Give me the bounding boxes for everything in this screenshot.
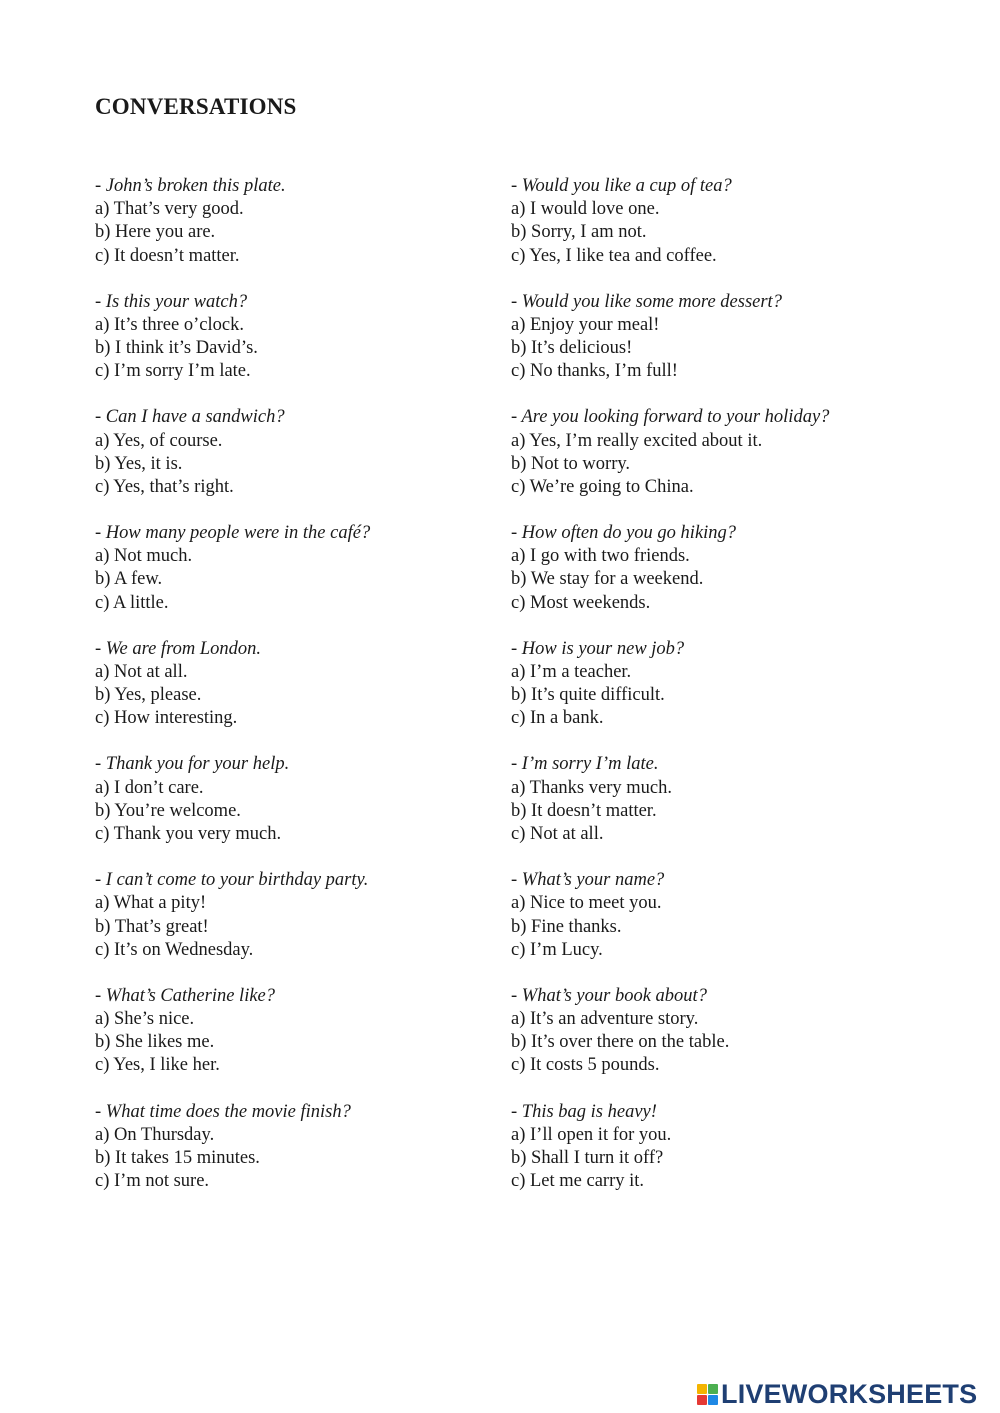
- answer-option[interactable]: c) No thanks, I’m full!: [511, 361, 678, 382]
- question-prompt: - Thank you for your help.: [95, 754, 290, 775]
- question-block: [95, 522, 515, 638]
- answer-option[interactable]: a) I’m a teacher.: [511, 661, 632, 682]
- answer-option[interactable]: b) I think it’s David’s.: [95, 338, 258, 359]
- question-block: [511, 522, 931, 638]
- answer-option[interactable]: a) She’s nice.: [95, 1009, 195, 1030]
- question-block: [511, 638, 931, 754]
- question-block: [511, 985, 931, 1101]
- answer-option[interactable]: b) That’s great!: [95, 916, 209, 937]
- left-column: [95, 175, 515, 1216]
- question-block: [95, 291, 515, 407]
- question-prompt: - Is this your watch?: [95, 291, 248, 312]
- question-prompt: - Are you looking forward to your holiday?: [511, 407, 830, 428]
- answer-option[interactable]: c) It costs 5 pounds.: [511, 1055, 660, 1076]
- answer-option[interactable]: b) It takes 15 minutes.: [95, 1147, 260, 1168]
- answer-option[interactable]: c) Yes, I like her.: [95, 1055, 220, 1076]
- question-block: [95, 638, 515, 754]
- question-prompt: - We are from London.: [95, 638, 261, 659]
- question-prompt: - Would you like a cup of tea?: [511, 176, 732, 196]
- question-block: [511, 175, 931, 291]
- answer-option[interactable]: c) I’m Lucy.: [511, 939, 603, 960]
- answer-option[interactable]: c) Yes, I like tea and coffee.: [511, 245, 717, 266]
- question-prompt: - How often do you go hiking?: [511, 523, 737, 544]
- answer-option[interactable]: a) Not much.: [95, 546, 193, 567]
- answer-option[interactable]: b) Yes, it is.: [95, 453, 183, 474]
- question-block: [511, 1101, 931, 1217]
- answer-option[interactable]: b) Sorry, I am not.: [511, 222, 647, 243]
- answer-option[interactable]: b) Here you are.: [95, 222, 216, 243]
- question-block: [95, 869, 515, 985]
- answer-option[interactable]: a) I would love one.: [511, 199, 660, 220]
- question-prompt: - John’s broken this plate.: [95, 176, 286, 196]
- answer-option[interactable]: c) I’m sorry I’m late.: [95, 361, 251, 382]
- question-block: [511, 869, 931, 985]
- brand-name: LIVEWORKSHEETS: [721, 1378, 978, 1409]
- answer-option[interactable]: c) A little.: [95, 592, 169, 613]
- answer-option[interactable]: a) It’s three o’clock.: [95, 314, 244, 335]
- answer-option[interactable]: c) We’re going to China.: [511, 476, 694, 497]
- answer-option[interactable]: b) It doesn’t matter.: [511, 800, 657, 821]
- question-block: [95, 175, 515, 291]
- question-prompt: - How many people were in the café?: [95, 523, 371, 544]
- page-title: CONVERSATIONS: [95, 94, 297, 119]
- answer-option[interactable]: a) Thanks very much.: [511, 777, 672, 798]
- question-prompt: - I’m sorry I’m late.: [511, 754, 659, 775]
- liveworksheets-logo-icon: [697, 1384, 718, 1405]
- question-prompt: - What time does the movie finish?: [95, 1101, 351, 1122]
- answer-option[interactable]: a) Not at all.: [95, 661, 188, 682]
- question-block: [511, 291, 931, 407]
- question-prompt: - I can’t come to your birthday party.: [95, 870, 369, 891]
- answer-option[interactable]: b) Yes, please.: [95, 685, 202, 706]
- answer-option[interactable]: a) That’s very good.: [95, 199, 244, 220]
- answer-option[interactable]: a) I go with two friends.: [511, 546, 690, 567]
- answer-option[interactable]: b) Not to worry.: [511, 453, 631, 474]
- question-block: [511, 753, 931, 869]
- question-prompt: - What’s your book about?: [511, 985, 707, 1006]
- question-prompt: - Would you like some more dessert?: [511, 291, 782, 312]
- answer-option[interactable]: a) Yes, of course.: [95, 430, 223, 451]
- answer-option[interactable]: a) On Thursday.: [95, 1124, 215, 1145]
- answer-option[interactable]: a) What a pity!: [95, 893, 207, 914]
- answer-option[interactable]: b) Shall I turn it off?: [511, 1147, 664, 1168]
- answer-option[interactable]: c) Thank you very much.: [95, 824, 282, 845]
- answer-option[interactable]: c) Not at all.: [511, 824, 604, 845]
- right-column: [511, 175, 931, 1216]
- answer-option[interactable]: c) Yes, that’s right.: [95, 476, 234, 497]
- answer-option[interactable]: b) It’s over there on the table.: [511, 1032, 730, 1053]
- question-prompt: - Can I have a sandwich?: [95, 407, 285, 428]
- answer-option[interactable]: b) We stay for a weekend.: [511, 569, 704, 590]
- answer-option[interactable]: b) You’re welcome.: [95, 800, 241, 821]
- answer-option[interactable]: c) It doesn’t matter.: [95, 245, 240, 266]
- answer-option[interactable]: c) Most weekends.: [511, 592, 651, 613]
- answer-option[interactable]: b) It’s delicious!: [511, 338, 633, 359]
- answer-option[interactable]: c) How interesting.: [95, 708, 238, 729]
- question-prompt: - What’s your name?: [511, 870, 665, 891]
- answer-option[interactable]: c) Let me carry it.: [511, 1171, 645, 1192]
- answer-option[interactable]: c) In a bank.: [511, 708, 604, 729]
- answer-option[interactable]: a) Nice to meet you.: [511, 893, 662, 914]
- answer-option[interactable]: a) I don’t care.: [95, 777, 204, 798]
- question-prompt: - This bag is heavy!: [511, 1101, 657, 1122]
- question-block: [95, 406, 515, 522]
- question-block: [511, 406, 931, 522]
- question-prompt: - How is your new job?: [511, 638, 685, 659]
- answer-option[interactable]: a) Yes, I’m really excited about it.: [511, 430, 763, 451]
- answer-option[interactable]: b) She likes me.: [95, 1032, 215, 1053]
- brand-logo: [697, 1376, 977, 1412]
- answer-option[interactable]: a) Enjoy your meal!: [511, 314, 660, 335]
- question-prompt: - What’s Catherine like?: [95, 985, 276, 1006]
- answer-option[interactable]: c) I’m not sure.: [95, 1171, 210, 1192]
- question-block: [95, 753, 515, 869]
- answer-option[interactable]: b) A few.: [95, 569, 163, 590]
- question-block: [95, 1101, 515, 1217]
- answer-option[interactable]: a) It’s an adventure story.: [511, 1009, 699, 1030]
- answer-option[interactable]: b) Fine thanks.: [511, 916, 622, 937]
- answer-option[interactable]: b) It’s quite difficult.: [511, 685, 665, 706]
- answer-option[interactable]: a) I’ll open it for you.: [511, 1124, 672, 1145]
- answer-option[interactable]: c) It’s on Wednesday.: [95, 939, 254, 960]
- question-block: [95, 985, 515, 1101]
